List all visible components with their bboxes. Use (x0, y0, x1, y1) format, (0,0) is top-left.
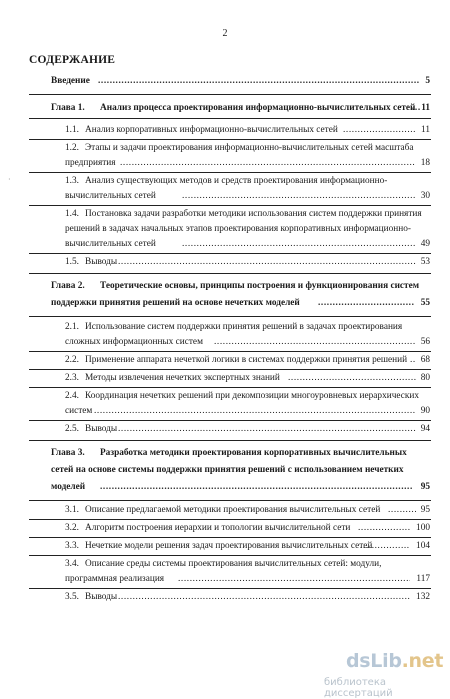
toc-entry-page: 53 (420, 257, 430, 267)
dot-leader (94, 404, 416, 418)
toc-chapter-number: Глава 2. (51, 281, 85, 291)
watermark-brand-domain: .net (401, 650, 444, 672)
watermark-tagline: библиотека диссертаций (324, 677, 393, 699)
toc-entry-3-2[interactable] (0, 521, 450, 535)
divider (29, 273, 431, 274)
toc-entry-2-4-cont[interactable] (0, 404, 450, 418)
toc-entry-text: Методы извлечения нечетких экспертных знаний (85, 373, 280, 383)
toc-entry-3-5[interactable] (0, 590, 450, 604)
dot-leader (410, 353, 416, 367)
divider (29, 537, 431, 538)
toc-entry-2-1-cont[interactable] (0, 335, 450, 349)
toc-entry-3-4[interactable] (0, 557, 450, 571)
toc-entry-page: 5 (425, 76, 430, 86)
dot-leader (412, 101, 420, 115)
toc-chapter-title: поддержки принятия решений на основе нечетких моделей (51, 298, 300, 308)
toc-entry-page: 49 (420, 239, 430, 249)
divider (29, 139, 431, 140)
toc-entry-page: 117 (416, 574, 430, 584)
toc-entry-number: 2.1. (65, 322, 79, 332)
toc-entry-2-5[interactable] (0, 422, 450, 436)
toc-entry-number: 3.3. (65, 541, 79, 551)
toc-entry-2-3[interactable] (0, 371, 450, 385)
toc-chapter-title: Анализ процесса проектирования информационно-вычислительных сетей (100, 103, 416, 113)
toc-entry-number: 1.4. (65, 209, 79, 219)
toc-entry-2-4[interactable] (0, 389, 450, 403)
toc-entry-text: решений в задачах начальных этапов проектирования корпоративных информационно- (65, 224, 411, 234)
divider (29, 387, 431, 388)
toc-entry-page: 95 (420, 482, 430, 492)
toc-entry-text: предприятия (65, 158, 116, 168)
toc-entry-text: вычислительных сетей (65, 191, 156, 201)
divider (29, 555, 431, 556)
toc-entry-text: Выводы (85, 257, 118, 267)
toc-chapter-2[interactable] (0, 279, 450, 293)
watermark-logo (318, 646, 450, 698)
toc-chapter-title: Теоретические основы, принципы построения и функционирования систем (100, 281, 420, 291)
toc-entry-number: 1.2. (65, 143, 79, 153)
divider (29, 351, 431, 352)
dot-leader (388, 503, 416, 517)
toc-chapter-3[interactable] (0, 446, 450, 460)
toc-heading: СОДЕРЖАНИЕ (29, 54, 116, 66)
watermark-brand-part: dsLib (346, 650, 402, 672)
dot-leader (98, 74, 420, 88)
dot-leader (343, 123, 416, 137)
toc-entry-number: 2.3. (65, 373, 79, 383)
dot-leader (214, 335, 416, 349)
toc-entry-text: сложных информационных систем (65, 337, 203, 347)
divider (29, 172, 431, 173)
divider (29, 440, 431, 441)
toc-chapter-number: Глава 3. (51, 448, 85, 458)
toc-entry-1-2-cont[interactable] (0, 156, 450, 170)
toc-entry-2-2[interactable] (0, 353, 450, 367)
toc-entry-text: Анализ существующих методов и средств проектирования информационно- (85, 176, 388, 186)
toc-entry-page: 11 (421, 125, 430, 135)
toc-entry-number: 1.1. (65, 125, 79, 135)
toc-entry-text: Нечеткие модели решения задач проектирования вычислительных сетей (85, 541, 373, 551)
toc-entry-text: вычислительных сетей (65, 239, 156, 249)
toc-entry-1-1[interactable] (0, 123, 450, 137)
toc-entry-text: Алгоритм построения иерархии и топологии вычислительной сети (85, 523, 351, 533)
toc-entry-text: Анализ корпоративных информационно-вычислительных сетей (85, 125, 338, 135)
divider (29, 205, 431, 206)
divider (29, 519, 431, 520)
toc-entry-1-4-cont[interactable] (0, 222, 450, 236)
toc-entry-text: Этапы и задачи проектирования информационно-вычислительных сетей масштаба (85, 143, 414, 153)
toc-entry-introduction[interactable] (0, 74, 450, 88)
toc-entry-2-1[interactable] (0, 320, 450, 334)
toc-entry-3-1[interactable] (0, 503, 450, 517)
toc-entry-text: Выводы (85, 592, 118, 602)
divider (29, 94, 431, 95)
toc-entry-text: Описание предлагаемой методики проектирования вычислительных сетей (85, 505, 381, 515)
toc-entry-number: 1.3. (65, 176, 79, 186)
toc-entry-3-4-cont[interactable] (0, 572, 450, 586)
toc-entry-1-4[interactable] (0, 207, 450, 221)
toc-entry-text: Введение (51, 76, 90, 86)
toc-entry-page: 95 (420, 505, 430, 515)
toc-entry-text: Описание среды системы проектирования вычислительных сетей: модули, (85, 559, 382, 569)
toc-entry-1-4-cont2[interactable] (0, 237, 450, 251)
toc-entry-page: 18 (420, 158, 430, 168)
dot-leader (118, 255, 416, 269)
toc-entry-number: 2.5. (65, 424, 79, 434)
toc-entry-page: 68 (420, 355, 430, 365)
dot-leader (178, 572, 410, 586)
dot-leader (182, 237, 416, 251)
toc-entry-page: 30 (420, 191, 430, 201)
dot-leader (120, 156, 416, 170)
toc-chapter-number: Глава 1. (51, 103, 85, 113)
toc-entry-page: 55 (420, 298, 430, 308)
toc-entry-page: 132 (416, 592, 430, 602)
toc-entry-1-5[interactable] (0, 255, 450, 269)
toc-chapter-3-cont2[interactable] (0, 480, 450, 494)
toc-entry-number: 3.5. (65, 592, 79, 602)
dot-leader (360, 539, 410, 553)
toc-entry-page: 90 (420, 406, 430, 416)
toc-entry-text: Выводы (85, 424, 118, 434)
toc-entry-text: Использование систем поддержки принятия решений в задачах проектирования (85, 322, 403, 332)
toc-entry-page: 56 (420, 337, 430, 347)
toc-entry-number: 3.1. (65, 505, 79, 515)
toc-chapter-title: Разработка методики проектирования корпоративных вычислительных (100, 448, 407, 458)
dot-leader (358, 521, 410, 535)
toc-entry-number: 3.4. (65, 559, 79, 569)
toc-entry-1-3-cont[interactable] (0, 189, 450, 203)
margin-mark: · (8, 175, 11, 184)
toc-entry-number: 3.2. (65, 523, 79, 533)
toc-entry-number: 2.2. (65, 355, 79, 365)
watermark-brand (346, 650, 443, 672)
toc-chapter-1[interactable] (0, 101, 450, 115)
toc-entry-text: Координация нечетких решений при декомпозиции многоуровневых иерархических (85, 391, 420, 401)
divider (29, 588, 431, 589)
toc-entry-text: Применение аппарата нечеткой логики в системах поддержки принятия решений (85, 355, 408, 365)
toc-entry-page: 11 (421, 103, 430, 113)
toc-entry-page: 100 (416, 523, 430, 533)
divider (29, 118, 431, 119)
toc-entry-text: программная реализация (65, 574, 165, 584)
divider (29, 420, 431, 421)
toc-entry-page: 80 (420, 373, 430, 383)
toc-chapter-title: сетей на основе системы поддержки принятия решений с использованием нечетких (51, 465, 404, 475)
divider (29, 369, 431, 370)
toc-chapter-3-cont[interactable] (0, 463, 450, 477)
divider (29, 253, 431, 254)
page-number: 2 (222, 28, 228, 39)
dot-leader (118, 422, 416, 436)
toc-entry-1-3[interactable] (0, 174, 450, 188)
toc-entry-page: 94 (420, 424, 430, 434)
toc-entry-3-3[interactable] (0, 539, 450, 553)
divider (29, 316, 431, 317)
toc-entry-page: 104 (416, 541, 430, 551)
toc-chapter-2-cont[interactable] (0, 296, 450, 310)
divider (29, 500, 431, 501)
dot-leader (318, 296, 414, 310)
toc-entry-1-2[interactable] (0, 141, 450, 155)
toc-entry-number: 1.5. (65, 257, 79, 267)
toc-entry-number: 2.4. (65, 391, 79, 401)
toc-entry-text: Постановка задачи разработки методики использования систем поддержки принятия (85, 209, 422, 219)
toc-entry-text: систем (65, 406, 93, 416)
toc-chapter-title: моделей (51, 482, 86, 492)
dot-leader (118, 590, 410, 604)
dot-leader (182, 189, 416, 203)
dot-leader (100, 480, 412, 494)
dot-leader (288, 371, 416, 385)
